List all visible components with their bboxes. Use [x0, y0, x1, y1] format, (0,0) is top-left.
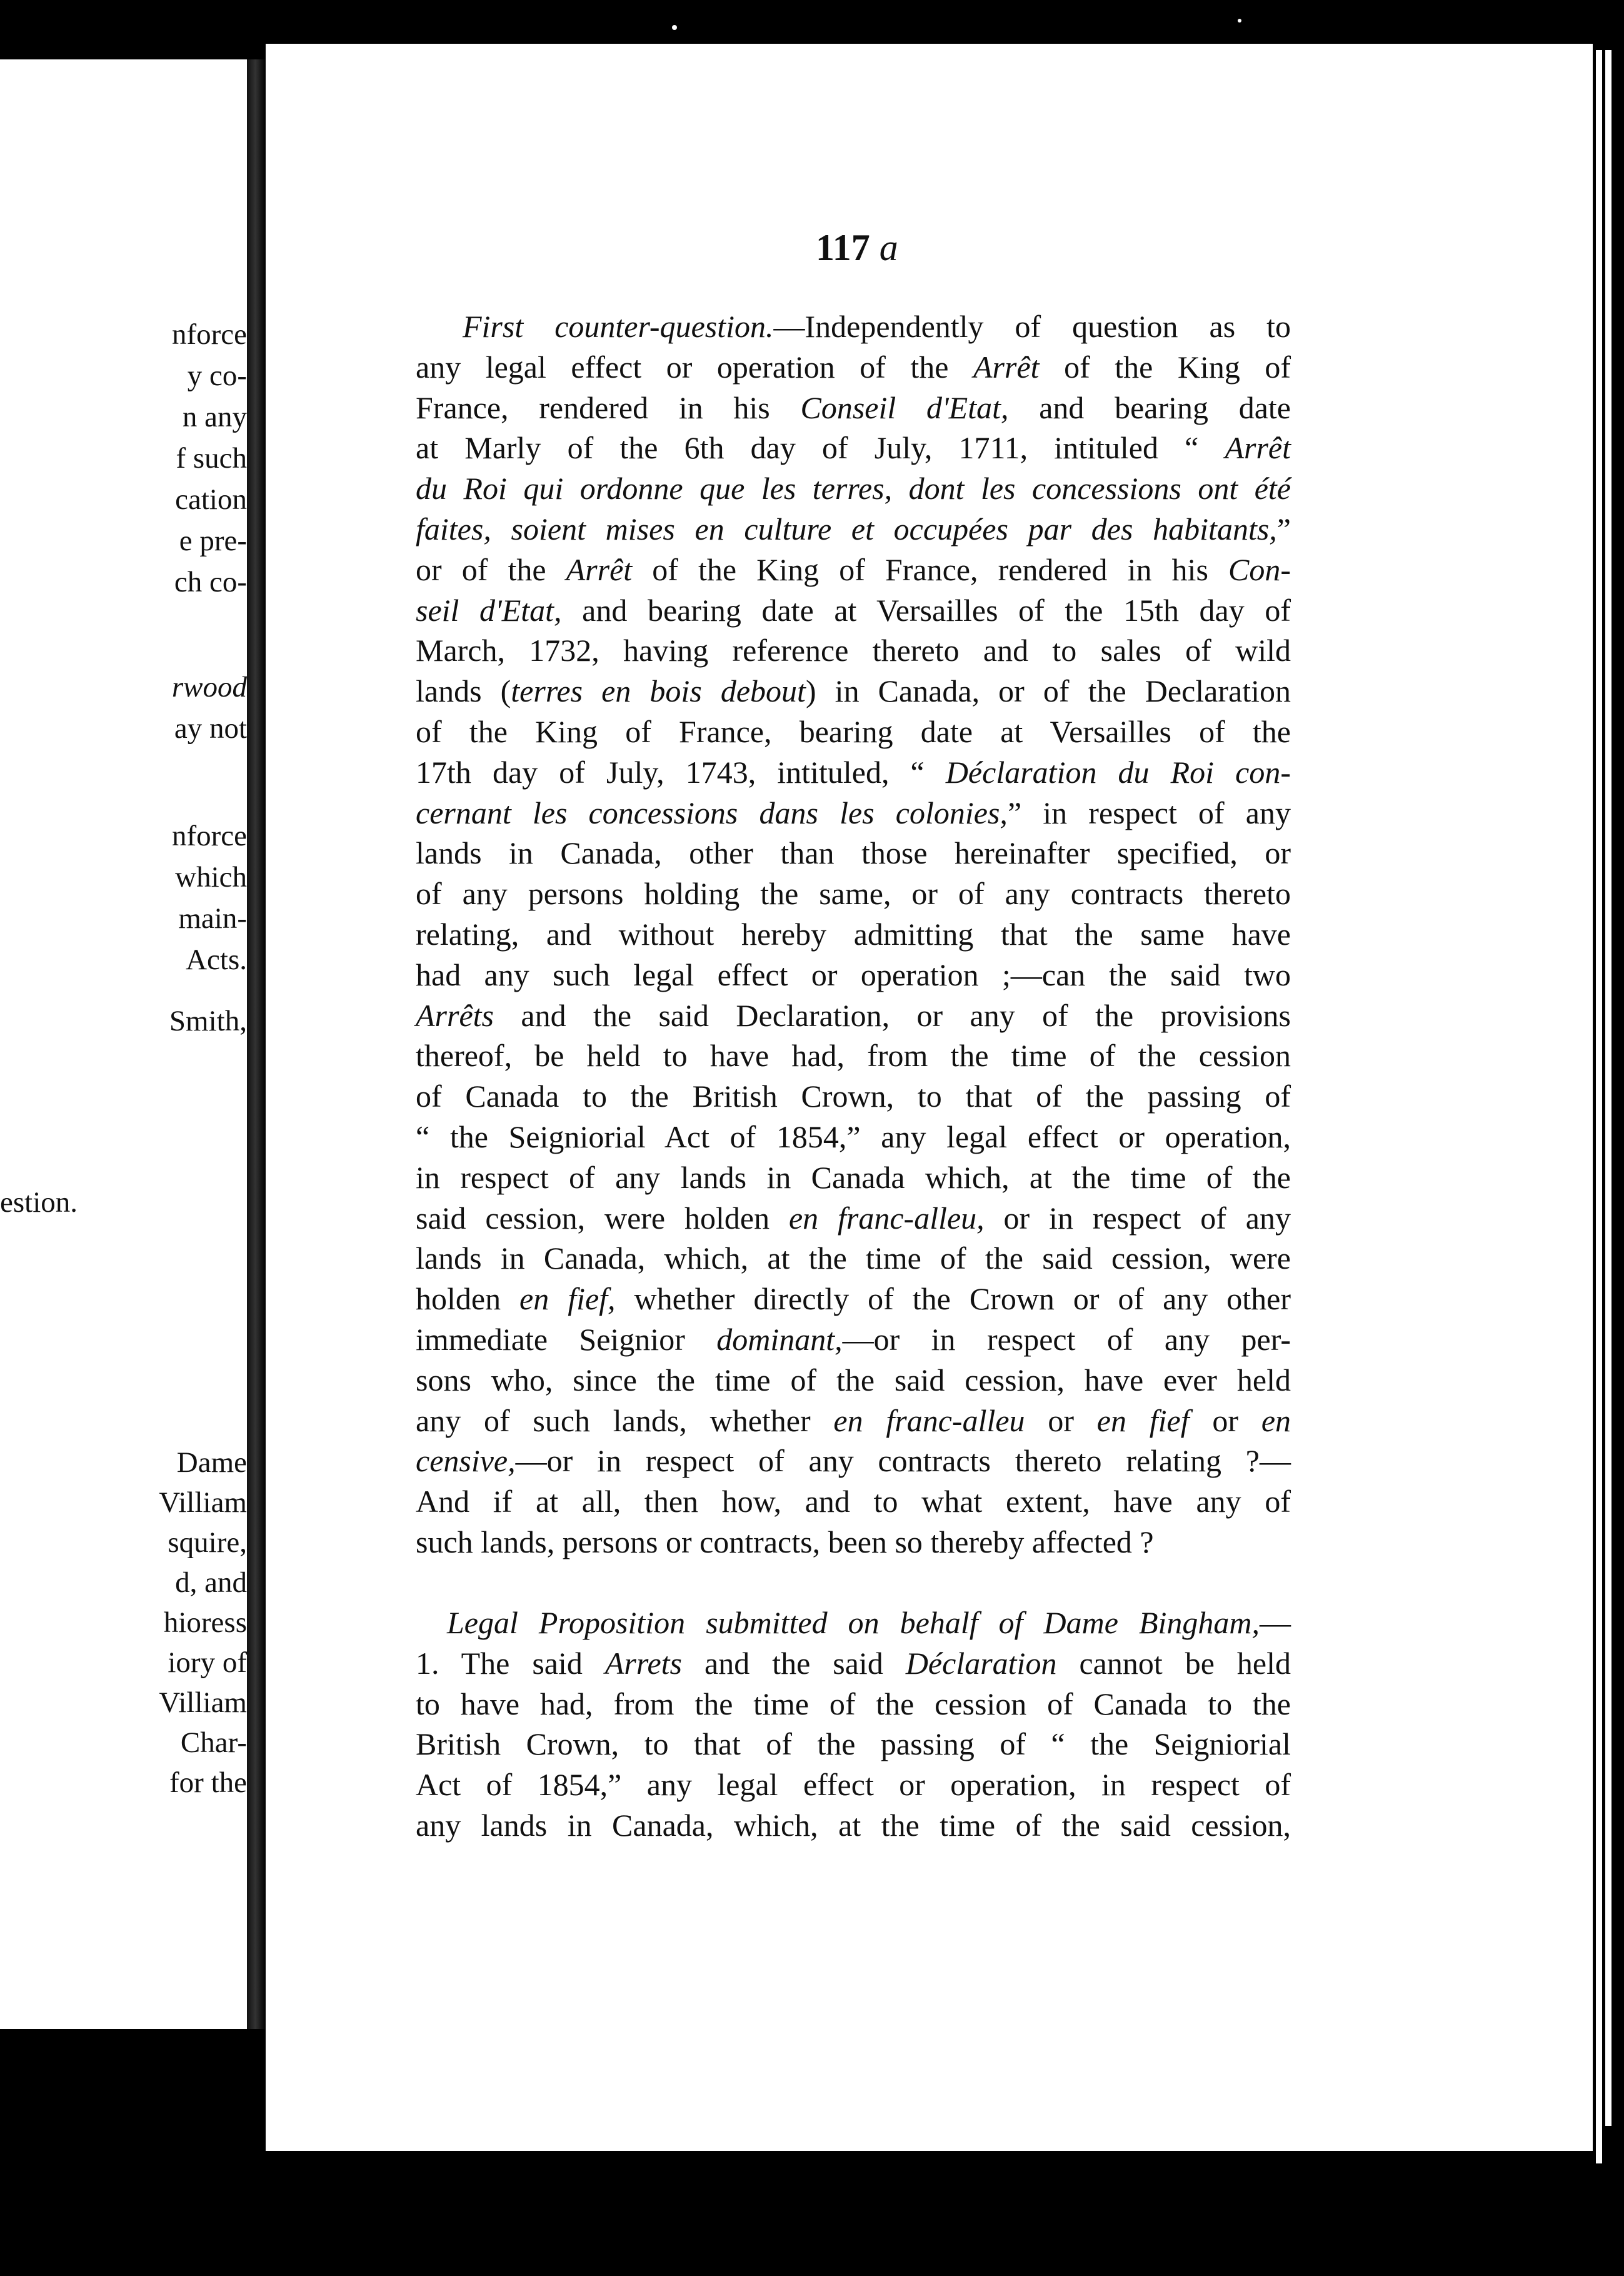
- text-line: [416, 1441, 1291, 1481]
- text-line: [416, 1765, 1291, 1805]
- text-line: [416, 347, 1291, 388]
- text-line: [416, 995, 1291, 1036]
- italic-span: en: [1261, 1402, 1291, 1438]
- italic-span: Arrêt: [566, 551, 633, 587]
- text-span: of any persons holding the same, or of any contracts thereto: [416, 876, 1291, 912]
- text-span: Act of 1854,” any legal effect or operation, in respect of: [416, 1767, 1291, 1803]
- text-span: And if at all, then how, and to what extent, have any of: [416, 1484, 1291, 1519]
- italic-span: Arrets: [604, 1645, 683, 1681]
- text-span: —or in respect of any per-: [842, 1321, 1291, 1357]
- text-line: [416, 914, 1291, 955]
- left-page-fragment: main-: [178, 902, 247, 935]
- left-page-fragment: squire,: [168, 1526, 247, 1559]
- text-span: and the said: [682, 1645, 906, 1681]
- left-page-fragment: e pre-: [179, 525, 247, 557]
- text-span: any legal effect or operation of the: [416, 349, 974, 385]
- text-span: lands (: [416, 673, 511, 709]
- left-page-fragment: Acts.: [186, 944, 247, 976]
- left-page-fragment: cation: [175, 483, 247, 516]
- scan-speck: [672, 25, 677, 30]
- left-page-fragment: Villiam: [159, 1686, 247, 1719]
- text-line: [416, 1401, 1291, 1441]
- page-number-suffix: a: [879, 227, 898, 268]
- left-page-fragment: n any: [182, 401, 247, 433]
- italic-span: Arrêts: [416, 997, 494, 1033]
- text-span: of the King of: [1039, 349, 1291, 385]
- text-line: [416, 1684, 1291, 1725]
- text-span: of the King of France, rendered in his: [632, 551, 1228, 587]
- italic-span: Déclaration du Roi con-: [945, 754, 1291, 790]
- text-line: [416, 1117, 1291, 1157]
- italic-span: terres en bois debout: [511, 673, 806, 709]
- left-page-fragment: which: [175, 861, 247, 894]
- text-span: —Independently of question as to: [773, 309, 1291, 344]
- italic-span: en franc-alleu,: [788, 1200, 985, 1236]
- left-page-fragment: ch co-: [174, 566, 247, 598]
- text-span: said cession, were holden: [416, 1200, 789, 1236]
- text-line: [416, 388, 1291, 428]
- left-page-fragment: Char-: [180, 1726, 247, 1759]
- text-line: [416, 671, 1291, 712]
- text-line: [416, 306, 1291, 347]
- italic-span: du Roi qui ordonne que les terres, dont les concessions ont été: [416, 471, 1291, 506]
- text-span: or: [1025, 1402, 1097, 1438]
- left-page-fragment: nforce: [171, 820, 247, 852]
- text-span: thereof, be held to have had, from the time of the cession: [416, 1038, 1291, 1074]
- text-line: [416, 1157, 1291, 1198]
- italic-span: en fief,: [519, 1281, 616, 1317]
- text-span: sons who, since the time of the said cession, have ever held: [416, 1362, 1291, 1397]
- text-span: British Crown, to that of the passing of “ the Seigniorial: [416, 1726, 1291, 1762]
- italic-span: First counter-question.: [463, 309, 774, 344]
- text-span: March, 1732, having reference thereto and to sales of wild: [416, 633, 1291, 668]
- text-span: any of such lands, whether: [416, 1402, 834, 1438]
- text-span: —: [1260, 1605, 1291, 1640]
- text-span: ”: [1276, 511, 1291, 546]
- text-line: [416, 1279, 1291, 1319]
- text-line: [416, 874, 1291, 914]
- text-line: [416, 509, 1291, 550]
- italic-span: Déclaration: [905, 1645, 1057, 1681]
- text-span: 17th day of July, 1743, intituled, “: [416, 754, 946, 790]
- left-page-fragment: Smith,: [169, 1005, 247, 1037]
- text-span: such lands, persons or contracts, been so thereby affected ?: [416, 1524, 1154, 1559]
- left-page-fragment: f such: [176, 442, 247, 475]
- text-line: [416, 550, 1291, 590]
- text-line: [416, 1198, 1291, 1239]
- text-span: 1. The said: [416, 1645, 605, 1681]
- left-page-fragment: rwood: [171, 671, 247, 703]
- italic-span: seil d'Etat,: [416, 592, 562, 628]
- left-page-fragment: y co-: [187, 360, 247, 392]
- text-span: had any such legal effect or operation ;—can the said two: [416, 957, 1291, 992]
- text-span: lands in Canada, other than those hereinafter specified, or: [416, 835, 1291, 871]
- text-line: [416, 1724, 1291, 1765]
- text-line: [416, 428, 1291, 468]
- text-line: [416, 1522, 1291, 1563]
- left-page-fragment: Dame: [176, 1446, 247, 1479]
- text-line: [416, 1360, 1291, 1401]
- text-span: “ the Seigniorial Act of 1854,” any legal effect or operation,: [416, 1119, 1291, 1154]
- text-span: cannot be held: [1056, 1645, 1291, 1681]
- left-page-fragment: estion.: [0, 1186, 78, 1219]
- left-page-fragment: d, and: [175, 1566, 247, 1599]
- text-line: [416, 752, 1291, 793]
- left-page-fragment: iory of: [168, 1646, 247, 1679]
- text-span: whether directly of the Crown or of any other: [615, 1281, 1291, 1317]
- italic-span: Conseil d'Etat,: [800, 390, 1009, 425]
- italic-span: en fief: [1096, 1402, 1190, 1438]
- text-line: [416, 1603, 1291, 1643]
- left-page-fragment: nforce: [171, 318, 247, 351]
- text-line: [416, 1319, 1291, 1360]
- text-span: at Marly of the 6th day of July, 1711, intituled “: [416, 430, 1225, 466]
- italic-span: censive,: [416, 1443, 516, 1479]
- legal-proposition-paragraph: [416, 1603, 1291, 1846]
- text-line: [416, 1035, 1291, 1076]
- text-span: or: [1189, 1402, 1261, 1438]
- text-span: and bearing date at Versailles of the 15th day of: [561, 592, 1291, 628]
- text-span: or in respect of any: [984, 1200, 1291, 1236]
- text-line: [416, 1643, 1291, 1684]
- italic-span: cernant les concessions dans les colonies,: [416, 795, 1008, 830]
- italic-span: en franc-alleu: [833, 1402, 1025, 1438]
- text-line: [416, 590, 1291, 631]
- page-edge: [1605, 50, 1611, 2126]
- text-line: [416, 1238, 1291, 1279]
- text-span: and bearing date: [1008, 390, 1291, 425]
- text-span: France, rendered in his: [416, 390, 801, 425]
- left-page-fragment: hioress: [163, 1606, 247, 1639]
- text-span: and the said Declaration, or any of the provisions: [494, 997, 1291, 1033]
- text-line: [416, 833, 1291, 874]
- text-span: —or in respect of any contracts thereto relating ?—: [515, 1443, 1291, 1479]
- italic-span: faites, soient mises en culture et occupées par des habitants,: [416, 511, 1277, 546]
- text-span: lands in Canada, which, at the time of the said cession, were: [416, 1241, 1291, 1276]
- text-line: [416, 468, 1291, 509]
- text-span: or of the: [416, 551, 566, 587]
- italic-span: Legal Proposition submitted on behalf of Dame Bingham,: [447, 1605, 1260, 1640]
- left-page-fragment: ay not: [174, 712, 247, 745]
- text-line: [416, 1481, 1291, 1522]
- italic-span: Arrêt: [1225, 430, 1291, 466]
- text-span: ” in respect of any: [1007, 795, 1291, 830]
- text-span: ) in Canada, or of the Declaration: [805, 673, 1291, 709]
- text-line: [416, 955, 1291, 995]
- text-span: of Canada to the British Crown, to that of the passing of: [416, 1079, 1291, 1114]
- italic-span: Arrêt: [973, 349, 1040, 385]
- left-page: [0, 59, 247, 2029]
- left-page-fragment: Villiam: [159, 1486, 247, 1519]
- text-span: holden: [416, 1281, 520, 1317]
- text-line: [416, 712, 1291, 752]
- text-span: of the King of France, bearing date at Versailles of the: [416, 713, 1291, 749]
- text-span: in respect of any lands in Canada which, at the time of the: [416, 1159, 1291, 1195]
- text-line: [416, 1076, 1291, 1117]
- page-number: [816, 226, 898, 269]
- text-span: relating, and without hereby admitting that the same have: [416, 916, 1291, 952]
- book-gutter: [247, 59, 266, 2029]
- text-line: [416, 793, 1291, 833]
- italic-span: dominant,: [716, 1321, 843, 1357]
- italic-span: Con-: [1228, 551, 1291, 587]
- scan-speck: [1238, 19, 1241, 23]
- page-number-value: 117: [816, 227, 870, 268]
- text-span: immediate Seignior: [416, 1321, 717, 1357]
- text-line: [416, 630, 1291, 671]
- page-edge: [1596, 50, 1602, 2163]
- left-page-fragment: for the: [169, 1766, 247, 1799]
- counter-question-paragraph: [416, 306, 1291, 1563]
- text-span: to have had, from the time of the cession of Canada to the: [416, 1686, 1291, 1721]
- text-span: any lands in Canada, which, at the time of the said cession,: [416, 1807, 1291, 1843]
- text-line: [416, 1805, 1291, 1846]
